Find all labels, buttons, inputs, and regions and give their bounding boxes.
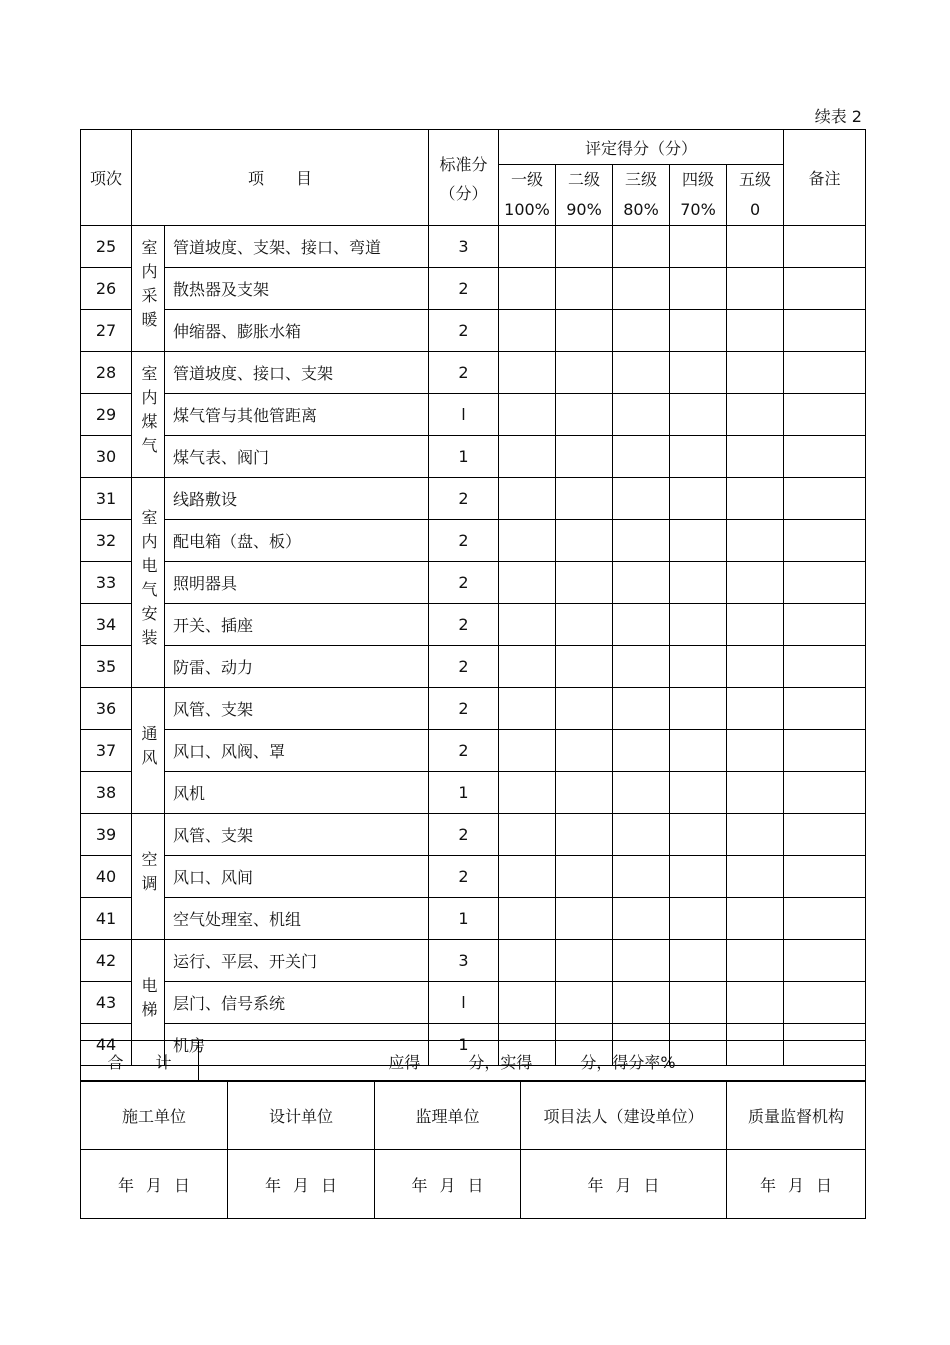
level-2-score-cell[interactable]: [556, 436, 613, 478]
table-row: [81, 688, 866, 730]
header-std-line1: 标准分: [439, 154, 488, 174]
table-row: [81, 646, 866, 688]
date-part: 年: [587, 1175, 604, 1195]
level-5-score-cell[interactable]: [727, 478, 784, 520]
category-label: 电梯: [139, 976, 158, 1025]
level-3-score-cell[interactable]: [613, 646, 670, 688]
level-2-score-cell[interactable]: [556, 352, 613, 394]
level-2-score-cell[interactable]: [556, 268, 613, 310]
level-5-score-cell[interactable]: [727, 982, 784, 1024]
level-5-score-cell[interactable]: [727, 604, 784, 646]
standard-score: 1: [429, 898, 499, 940]
table-row: [81, 562, 866, 604]
signature-date[interactable]: [521, 1150, 727, 1219]
item-name: 散热器及支架: [165, 268, 429, 310]
item-name: 配电箱（盘、板）: [165, 520, 429, 562]
level-3-score-cell[interactable]: [613, 730, 670, 772]
level-2-score-cell[interactable]: [556, 898, 613, 940]
row-number: 29: [81, 394, 132, 436]
header-note: 备注: [784, 130, 866, 226]
signature-date[interactable]: [81, 1150, 228, 1219]
level-1-score-cell[interactable]: [499, 982, 556, 1024]
standard-score: l: [429, 394, 499, 436]
level-4-score-cell[interactable]: [670, 772, 727, 814]
level-1-score-cell[interactable]: [499, 562, 556, 604]
level-pct: 80%: [623, 200, 659, 219]
level-4-score-cell[interactable]: [670, 478, 727, 520]
standard-score: 3: [429, 226, 499, 268]
level-4-score-cell[interactable]: [670, 688, 727, 730]
table-row: [81, 352, 866, 394]
level-4-score-cell[interactable]: [670, 856, 727, 898]
date-part: 日: [174, 1175, 191, 1195]
level-name: 五级: [739, 170, 772, 189]
level-1-score-cell[interactable]: [499, 856, 556, 898]
score-table: [80, 129, 866, 1066]
item-name: 照明器具: [165, 562, 429, 604]
standard-score: 2: [429, 352, 499, 394]
row-number: 30: [81, 436, 132, 478]
level-3-score-cell[interactable]: [613, 688, 670, 730]
standard-score: 1: [429, 1024, 499, 1066]
table-row: [81, 394, 866, 436]
level-pct: 70%: [680, 200, 716, 219]
level-1-score-cell[interactable]: [499, 352, 556, 394]
level-4-score-cell[interactable]: [670, 352, 727, 394]
level-4-score-cell[interactable]: [670, 730, 727, 772]
item-name: 层门、信号系统: [165, 982, 429, 1024]
level-4-score-cell[interactable]: [670, 394, 727, 436]
level-3-score-cell[interactable]: [613, 520, 670, 562]
standard-score: 2: [429, 520, 499, 562]
row-number: 40: [81, 856, 132, 898]
date-part: 月: [292, 1175, 309, 1195]
level-pct: 90%: [566, 200, 602, 219]
level-2-score-cell[interactable]: [556, 646, 613, 688]
level-4-score-cell[interactable]: [670, 982, 727, 1024]
note-cell[interactable]: [784, 226, 866, 268]
level-5-score-cell[interactable]: [727, 856, 784, 898]
level-4-score-cell[interactable]: [670, 436, 727, 478]
level-3-score-cell[interactable]: [613, 562, 670, 604]
date-part: 月: [439, 1175, 456, 1195]
date-part: 年: [411, 1175, 428, 1195]
level-3-score-cell[interactable]: [613, 814, 670, 856]
level-3-score-cell[interactable]: [613, 394, 670, 436]
page-label: 续表 2: [814, 107, 862, 126]
note-cell[interactable]: [784, 436, 866, 478]
date-part: 年: [759, 1175, 776, 1195]
level-5-score-cell[interactable]: [727, 730, 784, 772]
standard-score: 2: [429, 856, 499, 898]
level-2: [556, 165, 613, 226]
level-5-score-cell[interactable]: [727, 520, 784, 562]
table-row: [81, 520, 866, 562]
level-2-score-cell[interactable]: [556, 940, 613, 982]
date-part: 日: [643, 1175, 660, 1195]
level-3-score-cell[interactable]: [613, 436, 670, 478]
level-2-score-cell[interactable]: [556, 226, 613, 268]
level-4-score-cell[interactable]: [670, 898, 727, 940]
header-std-score: [429, 130, 499, 226]
row-number: 39: [81, 814, 132, 856]
unit-supervision: 监理单位: [375, 1081, 521, 1150]
level-name: 四级: [682, 170, 715, 189]
level-1-score-cell[interactable]: [499, 604, 556, 646]
level-2-score-cell[interactable]: [556, 772, 613, 814]
level-5-score-cell[interactable]: [727, 940, 784, 982]
row-number: 36: [81, 688, 132, 730]
table-row: [81, 814, 866, 856]
level-4-score-cell[interactable]: [670, 226, 727, 268]
row-number: 25: [81, 226, 132, 268]
level-name: 一级: [511, 170, 544, 189]
level-1-score-cell[interactable]: [499, 310, 556, 352]
level-2-score-cell[interactable]: [556, 394, 613, 436]
row-number: 35: [81, 646, 132, 688]
note-cell[interactable]: [784, 268, 866, 310]
item-name: 煤气表、阀门: [165, 436, 429, 478]
unit-construction: 施工单位: [81, 1081, 228, 1150]
signature-table: [80, 1080, 866, 1219]
level-2-score-cell[interactable]: [556, 520, 613, 562]
row-number: 27: [81, 310, 132, 352]
level-5-score-cell[interactable]: [727, 814, 784, 856]
level-1-score-cell[interactable]: [499, 520, 556, 562]
date-part: 年: [264, 1175, 281, 1195]
level-3-score-cell[interactable]: [613, 352, 670, 394]
level-1: [499, 165, 556, 226]
standard-score: l: [429, 982, 499, 1024]
table-row: [81, 604, 866, 646]
table-row: [81, 730, 866, 772]
standard-score: 2: [429, 478, 499, 520]
row-number: 42: [81, 940, 132, 982]
date-part: 月: [145, 1175, 162, 1195]
level-2-score-cell[interactable]: [556, 982, 613, 1024]
row-number: 26: [81, 268, 132, 310]
date-part: 日: [816, 1175, 833, 1195]
note-cell[interactable]: [784, 898, 866, 940]
header-item: 项 目: [132, 130, 429, 226]
signature-date[interactable]: [727, 1150, 866, 1219]
level-1-score-cell[interactable]: [499, 730, 556, 772]
standard-score: 2: [429, 562, 499, 604]
item-name: 风管、支架: [165, 814, 429, 856]
row-number: 38: [81, 772, 132, 814]
row-number: 41: [81, 898, 132, 940]
row-number: 37: [81, 730, 132, 772]
row-number: 31: [81, 478, 132, 520]
table-row: [81, 310, 866, 352]
item-name: 线路敷设: [165, 478, 429, 520]
level-5: [727, 165, 784, 226]
item-name: 运行、平层、开关门: [165, 940, 429, 982]
level-5-score-cell[interactable]: [727, 898, 784, 940]
level-2-score-cell[interactable]: [556, 478, 613, 520]
category-label: 室内电气安装: [139, 508, 158, 653]
standard-score: 3: [429, 940, 499, 982]
table-row: [81, 940, 866, 982]
note-cell[interactable]: [784, 478, 866, 520]
total-label: 合 计: [81, 1041, 199, 1082]
level-5-score-cell[interactable]: [727, 436, 784, 478]
category-cell: [132, 478, 165, 688]
unit-quality-supervision: 质量监督机构: [727, 1081, 866, 1150]
note-cell[interactable]: [784, 310, 866, 352]
standard-score: 1: [429, 436, 499, 478]
level-5-score-cell[interactable]: [727, 394, 784, 436]
level-4: [670, 165, 727, 226]
level-1-score-cell[interactable]: [499, 688, 556, 730]
level-2-score-cell[interactable]: [556, 310, 613, 352]
table-row: [81, 478, 866, 520]
category-label: 空调: [139, 850, 158, 899]
total-text: 应得 分，实得 分，得分率%: [199, 1041, 866, 1082]
level-1-score-cell[interactable]: [499, 772, 556, 814]
level-2-score-cell[interactable]: [556, 814, 613, 856]
level-1-score-cell[interactable]: [499, 394, 556, 436]
category-cell: [132, 226, 165, 352]
level-4-score-cell[interactable]: [670, 814, 727, 856]
row-number: 44: [81, 1024, 132, 1066]
signature-date[interactable]: [375, 1150, 521, 1219]
level-2-score-cell[interactable]: [556, 688, 613, 730]
level-5-score-cell[interactable]: [727, 772, 784, 814]
category-label: 室内采暖: [139, 238, 158, 335]
level-3-score-cell[interactable]: [613, 898, 670, 940]
signature-date[interactable]: [228, 1150, 375, 1219]
header-eval: 评定得分（分）: [499, 130, 784, 165]
level-3-score-cell[interactable]: [613, 310, 670, 352]
note-cell[interactable]: [784, 352, 866, 394]
level-1-score-cell[interactable]: [499, 478, 556, 520]
row-number: 32: [81, 520, 132, 562]
level-1-score-cell[interactable]: [499, 898, 556, 940]
level-4-score-cell[interactable]: [670, 646, 727, 688]
standard-score: 2: [429, 604, 499, 646]
note-cell[interactable]: [784, 730, 866, 772]
note-cell[interactable]: [784, 814, 866, 856]
level-4-score-cell[interactable]: [670, 268, 727, 310]
level-3: [613, 165, 670, 226]
row-number: 43: [81, 982, 132, 1024]
level-5-score-cell[interactable]: [727, 688, 784, 730]
item-name: 管道坡度、接口、支架: [165, 352, 429, 394]
category-cell: [132, 814, 165, 940]
item-name: 风机: [165, 772, 429, 814]
date-part: 月: [615, 1175, 632, 1195]
item-name: 伸缩器、膨胀水箱: [165, 310, 429, 352]
table-row: [81, 982, 866, 1024]
level-3-score-cell[interactable]: [613, 226, 670, 268]
note-cell[interactable]: [784, 688, 866, 730]
table-row: [81, 772, 866, 814]
table-row: [81, 856, 866, 898]
level-1-score-cell[interactable]: [499, 814, 556, 856]
row-number: 33: [81, 562, 132, 604]
level-name: 三级: [625, 170, 658, 189]
category-cell: [132, 352, 165, 478]
row-number: 28: [81, 352, 132, 394]
date-part: 日: [321, 1175, 338, 1195]
level-4-score-cell[interactable]: [670, 520, 727, 562]
item-name: 风管、支架: [165, 688, 429, 730]
level-5-score-cell[interactable]: [727, 226, 784, 268]
level-3-score-cell[interactable]: [613, 772, 670, 814]
item-name: 煤气管与其他管距离: [165, 394, 429, 436]
level-5-score-cell[interactable]: [727, 352, 784, 394]
item-name: 机房: [165, 1024, 429, 1066]
standard-score: 1: [429, 772, 499, 814]
note-cell[interactable]: [784, 646, 866, 688]
standard-score: 2: [429, 730, 499, 772]
category-label: 室内煤气: [139, 364, 158, 461]
item-name: 防雷、动力: [165, 646, 429, 688]
standard-score: 2: [429, 268, 499, 310]
standard-score: 2: [429, 646, 499, 688]
level-1-score-cell[interactable]: [499, 268, 556, 310]
note-cell[interactable]: [784, 982, 866, 1024]
level-3-score-cell[interactable]: [613, 478, 670, 520]
level-5-score-cell[interactable]: [727, 268, 784, 310]
item-name: 空气处理室、机组: [165, 898, 429, 940]
note-cell[interactable]: [784, 940, 866, 982]
row-number: 34: [81, 604, 132, 646]
date-part: 日: [467, 1175, 484, 1195]
level-4-score-cell[interactable]: [670, 940, 727, 982]
header-no: 项次: [81, 130, 132, 226]
note-cell[interactable]: [784, 394, 866, 436]
item-name: 管道坡度、支架、接口、弯道: [165, 226, 429, 268]
level-2-score-cell[interactable]: [556, 562, 613, 604]
level-2-score-cell[interactable]: [556, 856, 613, 898]
note-cell[interactable]: [784, 562, 866, 604]
table-row: [81, 898, 866, 940]
level-3-score-cell[interactable]: [613, 940, 670, 982]
category-label: 通风: [139, 724, 158, 773]
table-row: [81, 436, 866, 478]
category-cell: [132, 688, 165, 814]
level-3-score-cell[interactable]: [613, 604, 670, 646]
total-table: [80, 1040, 866, 1082]
item-name: 风口、风阀、罩: [165, 730, 429, 772]
note-cell[interactable]: [784, 772, 866, 814]
unit-design: 设计单位: [228, 1081, 375, 1150]
note-cell[interactable]: [784, 520, 866, 562]
note-cell[interactable]: [784, 856, 866, 898]
note-cell[interactable]: [784, 604, 866, 646]
table-row: [81, 268, 866, 310]
level-5-score-cell[interactable]: [727, 646, 784, 688]
level-pct: 100%: [504, 200, 550, 219]
date-part: 月: [787, 1175, 804, 1195]
level-pct: 0: [749, 200, 761, 219]
item-name: 开关、插座: [165, 604, 429, 646]
level-1-score-cell[interactable]: [499, 436, 556, 478]
standard-score: 2: [429, 310, 499, 352]
level-5-score-cell[interactable]: [727, 310, 784, 352]
level-4-score-cell[interactable]: [670, 562, 727, 604]
level-4-score-cell[interactable]: [670, 310, 727, 352]
header-std-line2: （分）: [439, 183, 488, 203]
table-row: [81, 226, 866, 268]
standard-score: 2: [429, 688, 499, 730]
level-2-score-cell[interactable]: [556, 730, 613, 772]
level-3-score-cell[interactable]: [613, 982, 670, 1024]
standard-score: 2: [429, 814, 499, 856]
level-1-score-cell[interactable]: [499, 226, 556, 268]
item-name: 风口、风间: [165, 856, 429, 898]
level-1-score-cell[interactable]: [499, 940, 556, 982]
date-part: 年: [117, 1175, 134, 1195]
level-3-score-cell[interactable]: [613, 268, 670, 310]
level-4-score-cell[interactable]: [670, 604, 727, 646]
level-name: 二级: [568, 170, 601, 189]
level-1-score-cell[interactable]: [499, 646, 556, 688]
level-5-score-cell[interactable]: [727, 562, 784, 604]
level-3-score-cell[interactable]: [613, 856, 670, 898]
unit-owner: 项目法人（建设单位）: [521, 1081, 727, 1150]
level-2-score-cell[interactable]: [556, 604, 613, 646]
